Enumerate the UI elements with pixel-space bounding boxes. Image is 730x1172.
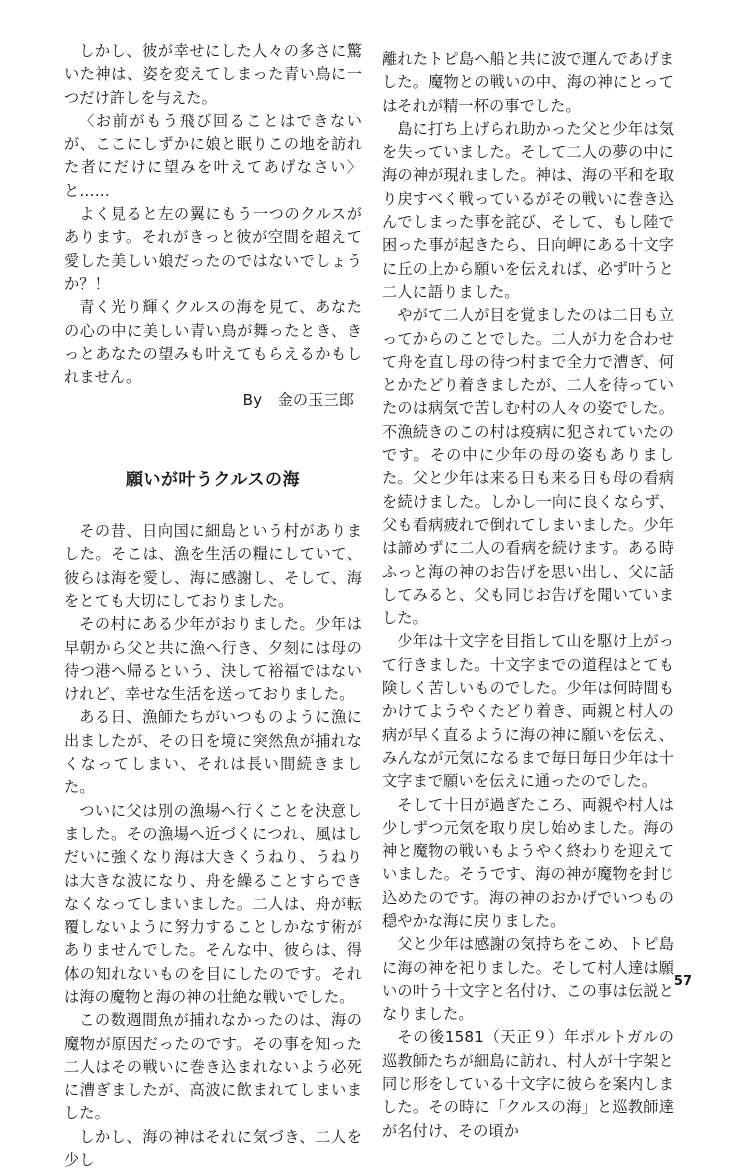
story-paragraph: 島に打ち上げられ助かった父と少年は気を失っていました。そして二人の夢の中に海の神が現れました。神は、海の平和を取り戻すべく戦っているがその戦いに巻き込んでしまった事を詫び、そして、もし陸で困った事が起きたら、日向岬にある十文字に丘の上から願いを伝えれば、必ず叶うと二人に語りました。 [382,119,674,301]
right-column [382,48,674,1143]
story-paragraph: その後1581（天正９）年ポルトガルの巡教師たちが細島に訪れ、村人が十字架と同じ形をしている十文字に彼らを案内しました。その時に「クルスの海」と巡教師達が名付け、その頃か [382,1028,674,1140]
page-number: 57 [673,974,692,989]
section-title: 願いが叶うクルスの海 [126,469,300,490]
intro-paragraph: 〈お前がもう飛び回ることはできないが、ここにしずかに娘と眠りこの地を訪れた者にだけに望みを叶えてあげなさい〉と…… [64,111,362,200]
story-paragraph: ある日、漁師たちがいつものように漁に出ましたが、その日を境に突然魚が捕れなくなってしまい、それは長い間続きました。 [64,708,362,797]
story-paragraph: その昔、日向国に細島という村がありました。そこは、漁を生活の糧にしていて、彼らは海を愛し、海に感謝し、そして、海をとても大切にしておりました。 [64,522,362,610]
intro-paragraph: しかし、彼が幸せにした人々の多さに驚いた神は、姿を変えてしまった青い鳥に一つだけ許しを与えた。 [64,42,362,107]
story-paragraph: ついに父は別の漁場へ行くことを決意しました。その漁場へ近づくにつれ、風はしだいに強くなり海は大きくうねり、うねりは大きな波になり、舟を繰ることすらできなくなってしまいました。二人は、舟が転覆しないように努力することしかなす術がありませんでした。そんな中、彼らは、得体の知れないものを目にしたのです。それは海の魔物と海の神の壮絶な戦いでした。 [64,801,362,1006]
story-paragraph: この数週間魚が捕れなかったのは、海の魔物が原因だったのです。その事を知った二人はその戦いに巻き込まれないよう必死に漕ぎましたが、高波に飲まれてしまいました。 [64,1011,362,1123]
intro-paragraph: よく見ると左の翼にもう一つのクルスがあります。それがきっと彼が空間を超えて愛した美しい娘だったのではないでしょうか？！ [64,205,362,293]
story-paragraph: その村にある少年がおりました。少年は早朝から父と共に漁へ行き、夕刻には母の待つ港へ帰るという、決して裕福ではないけれど、幸せな生活を送っておりました。 [64,615,362,704]
story-paragraph: 少年は十文字を目指して山を駆け上がって行きました。十文字までの道程はとても険しく苦しいものでした。少年は何時間もかけてようやくたどり着き、両親と村人の病が早く直るように海の神に願いを伝え、みんなが元気になるまで毎日毎日少年は十文字まで願いを伝えに通ったのでした。 [382,632,674,791]
author-byline: By 金の玉三郎 [242,391,354,410]
left-column [64,40,362,1172]
story-section [64,520,362,1172]
story-paragraph-continued: 離れたトピ島へ船と共に波で運んであげました。魔物との戦いの中、海の神にとってはそれが精一杯の事でした。 [382,50,674,115]
intro-paragraph: 青く光り輝くクルスの海を見て、あなたの心の中に美しい青い鳥が舞ったとき、きっとあなたの望みも叶えてもらえるかもしれません。 [64,298,362,387]
story-paragraph: しかし、海の神はそれに気づき、二人を少し [64,1127,362,1170]
intro-section [64,40,362,413]
story-paragraph: そして十日が過ぎたころ、両親や村人は少しずつ元気を取り戻し始めました。海の神と魔物の戦いもようやく終わりを迎えていました。そうです、海の神が魔物を封じ込めたのです。海の神のおかげでいつもの穏やかな海に戻りました。 [382,795,674,930]
story-paragraph: やがて二人が目を覚ましたのは二日も立ってからのことでした。二人が力を合わせて舟を直し母の待つ村まで全力で漕ぎ、何とかたどり着きましたが、二人を待っていたのは病気で苦しむ村の人々の姿でした。不漁続きのこの村は疫病に犯されていたのです。その中に少年の母の姿もありました。父と少年は来る日も来る日も母の看病を続けました。しかし一向に良くならず、父も看病疲れで倒れてしまいました。少年は諦めずに二人の看病を続けます。ある時ふっと海の神のお告げを思い出し、父に話してみると、父も同じお告げを聞いていました。 [382,306,674,628]
story-paragraph: 父と少年は感謝の気持ちをこめ、トピ島に海の神を祀りました。そして村人達は願いの叶う十文字と名付け、この事は伝説となりました。 [382,935,674,1024]
